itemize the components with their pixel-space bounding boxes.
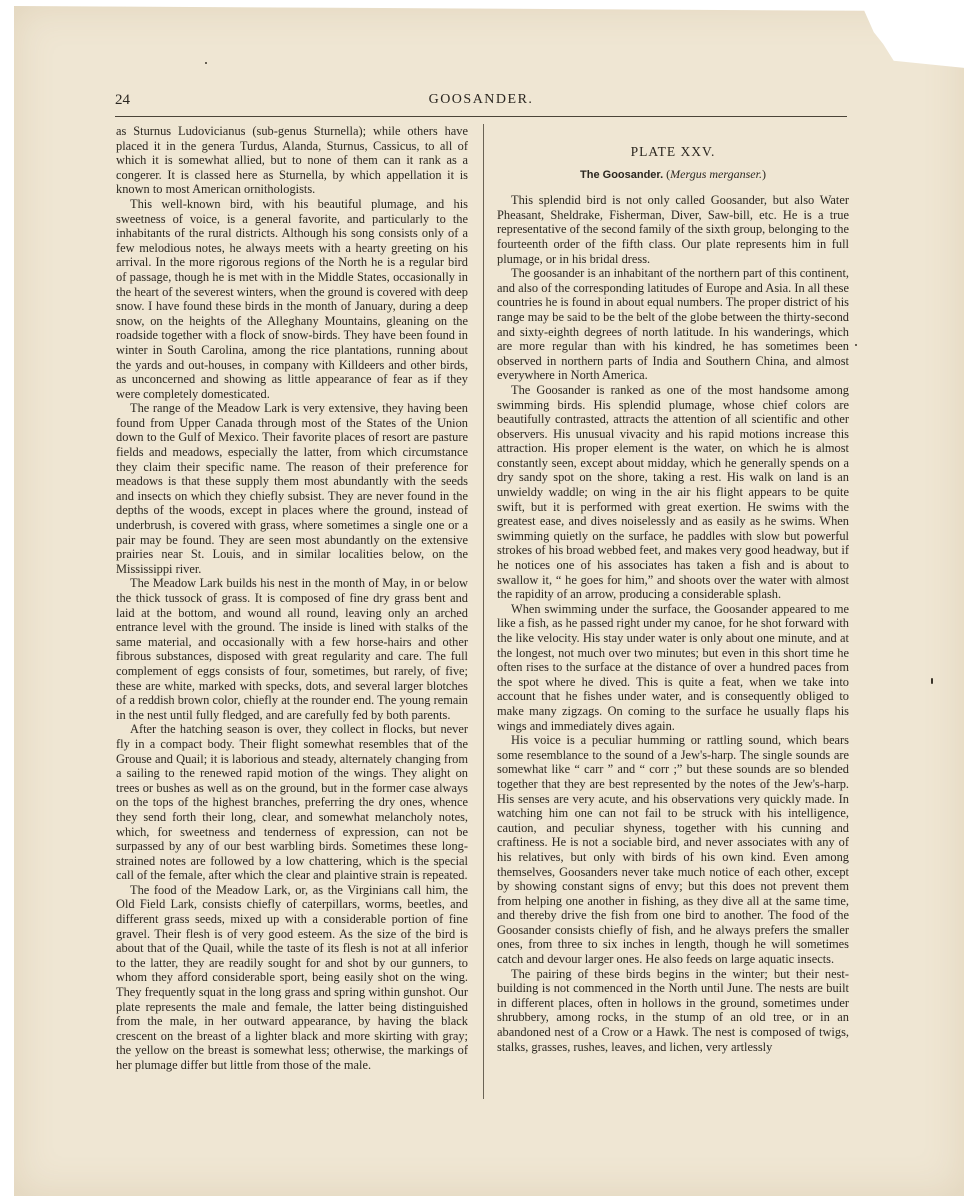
paragraph: After the hatching season is over, they collect in flocks, but never fly in a compact body. Their flight somewhat resembles that of the Grouse and Quail; it is laborious and steady, alternately changing from a sailing to the renewed rapid motion of the wings. They alight on trees or bushes as well as on the ground, but in the former case always on the tops of the highest branches, preferring the dry ones, whence they send forth their long, clear, and somewhat melancholy notes, which, for sweetness and tenderness of expression, can not be surpassed by any of our best warbling birds. Sometimes these long-strained notes are followed by a low chattering, which is the special call of the female, after which the clear and plaintive strain is repeated. — [116, 722, 468, 883]
plate-title: PLATE XXV. — [630, 144, 716, 159]
ink-fleck — [205, 62, 207, 64]
ink-fleck — [855, 344, 857, 346]
page-number: 24 — [115, 92, 130, 108]
paragraph: The range of the Meadow Lark is very extensive, they having been found from Upper Canada through most of the States of the Union down to the Gulf of Mexico. Their favorite places of resort are pasture fields and meadows, especially the latter, from which circumstance they claim their specific name. The reason of their preference for meadows is that these supply them most abundantly with the seeds and insects on which they chiefly subsist. They are never found in the depths of the woods, except in places where the ground, instead of underbrush, is covered with grass, where sometimes a single one or a pair may be found. They are seen most abundantly on the extensive prairies near St. Louis, and in similar localities below, on the Mississippi river. — [116, 401, 468, 576]
paragraph: The Goosander is ranked as one of the most handsome among swimming birds. His splendid plumage, whose chief colors are beautifully contrasted, attracts the attention of all scientific and other observers. His unusual vivacity and his rapid motions increase this attraction. His proper element is the water, on which he is almost constantly seen, except about midday, which he generally spends on a dry sandy spot on the shore, taking a rest. His walk on land is an unwieldy waddle; on wing in the air his flight appears to be quite swift, but it is performed with great exertion. He swims with the greatest ease, and dives noiselessly and as easily as he swims. When swimming quietly on the surface, he paddles with slow but powerful strokes of his broad webbed feet, and makes very good headway, but if he notices one of his associates has taken a fish and is about to swallow it, “ he goes for him,” and shoots over the water with almost the rapidity of an arrow, producing a considerable splash. — [497, 382, 849, 602]
paragraph: This splendid bird is not only called Goosander, but also Water Pheasant, Sheldrake, Fisherman, Diver, Saw-bill, etc. He is a true representative of the second family of the sixth group, belonging to the fourteenth order of the fifth class. Our plate represents him in full plumage, or in his bridal dress. — [497, 193, 849, 266]
paragraph: His voice is a peculiar humming or rattling sound, which bears some resemblance to the sound of a Jew's-harp. The single sounds are somewhat like “ carr ” and “ corr ;” but these sounds are so blended together that they are best represented by the notes of the Jew's-harp. His senses are very acute, and his observations very quickly made. In watching him one can not fail to be struck with his intelligence, caution, and peculiar shyness, together with his cunning and craftiness. He is not a sociable bird, and never associates with any of his relatives, but only with birds of his own kind. Even among themselves, Goosanders never take much notice of each other, except by showing constant signs of envy; but this does not prevent them from helping one another in fishing, as they dive all at the same time, and thereby drive the fish from one bird to another. The food of the Goosander consists chiefly of fish, and he always prefers the smaller ones, from three to six inches in length, though he will sometimes catch and devour larger ones. He also feeds on large aquatic insects. — [497, 733, 849, 967]
paragraph: The pairing of these birds begins in the winter; but their nest-building is not commenced in the North until June. The nests are built in different places, often in hollows in the ground, sometimes under shrubbery, among rocks, in the stump of an old tree, or in an abandoned nest of a Crow or a Hawk. The nest is composed of twigs, stalks, grasses, rushes, leaves, and lichen, very artlessly — [497, 966, 849, 1054]
column-divider — [483, 124, 484, 1099]
running-title: GOOSANDER. — [428, 92, 534, 107]
paragraph: When swimming under the surface, the Goosander appeared to me like a fish, as he passed right under my canoe, for he shot forward with the like velocity. His stay under water is only about one minute, and at the longest, not much over two minutes; but even in this short time he often rises to the surface at the distance of over a hundred paces from the spot where he dived. This is quite a feat, when we take into account that he fishes under water, and is consequently obliged to make many zigzags. On coming to the surface he usually flaps his wings and immediately dives again. — [497, 601, 849, 733]
header-rule — [115, 116, 847, 117]
ink-fleck — [931, 678, 933, 684]
paragraph: The Meadow Lark builds his nest in the month of May, in or below the thick tussock of grass. It is composed of fine dry grass bent and laid at the bottom, and wound all round, leaving only an arched entrance level with the ground. The inside is lined with stalks of the same material, and occasionally with a few horse-hairs and other fibrous substances, disposed with great regularity and care. The full complement of eggs consists of four, sometimes, but rarely, of five; these are white, marked with specks, dots, and several larger blotches of a reddish brown color, chiefly at the rounder end. The young remain in the nest until fully fledged, and are carefully fed by both parents. — [116, 576, 468, 722]
paragraph: This well-known bird, with his beautiful plumage, and his sweetness of voice, is a general favorite, and particularly to the inhabitants of the rural districts. Although his song consists only of a few melodious notes, he always meets with a hearty greeting on his arrival. In the more rigorous regions of the North he is a regular bird of passage, though he is met with in the Middle States, occasionally in the heart of the severest winters, when the ground is covered with deep snow. I have found these birds in the month of January, during a deep snow, on the heights of the Alleghany Mountains, gleaning on the roadside together with a flock of snow-birds. They have been found in winter in South Carolina, among the rice plantations, running about the yards and out-houses, in company with Killdeers and other birds, as unconcerned and showing as little appearance of fear as if they were completely domesticated. — [116, 196, 468, 401]
species-latin-name: Mergus merganser. — [670, 166, 762, 181]
right-column — [497, 124, 849, 1054]
paragraph: The food of the Meadow Lark, or, as the Virginians call him, the Old Field Lark, consists chiefly of caterpillars, worms, beetles, and different grass seeds, mixed up with a considerable portion of fine gravel. Their flesh is of very good esteem. As the size of the bird is about that of the Quail, while the taste of its flesh is not at all inferior to the latter, they are readily sought for and shot by our gunners, to whom they afford considerable sport, being easily shot on the wing. They frequently squat in the long grass and spring within gunshot. Our plate represents the male and female, the latter being distinguished from the male, in her outward appearance, by having the black crescent on the breast of a lighter black and more skirting with gray; the yellow on the breast is somewhat less; otherwise, the markings of her plumage differ but little from those of the male. — [116, 882, 468, 1072]
species-common-name: The Goosander. — [580, 168, 664, 181]
paragraph: The goosander is an inhabitant of the northern part of this continent, and also of the corresponding latitudes of Europe and Asia. In all these countries he is found in about equal numbers. The proper district of his range may be said to be the belt of the globe between the thirty-second and sixty-eighth degrees of north latitude. In his wanderings, which are more regular than with his kindred, he has sometimes been observed in northern parts of India and Southern China, and almost everywhere in North America. — [497, 266, 849, 383]
running-head — [115, 92, 847, 112]
species-heading: The Goosander. (Mergus merganser.) — [580, 166, 766, 181]
left-column — [116, 124, 468, 1073]
paragraph: as Sturnus Ludovicianus (sub-genus Sturnella); while others have placed it in the genera Turdus, Alanda, Sturnus, Cassicus, to all of which it is somewhat allied, but to none of them can it rank as a congerer. It is classed here as Sturnella, by which appellation it is known to most American ornithologists. — [116, 124, 468, 197]
